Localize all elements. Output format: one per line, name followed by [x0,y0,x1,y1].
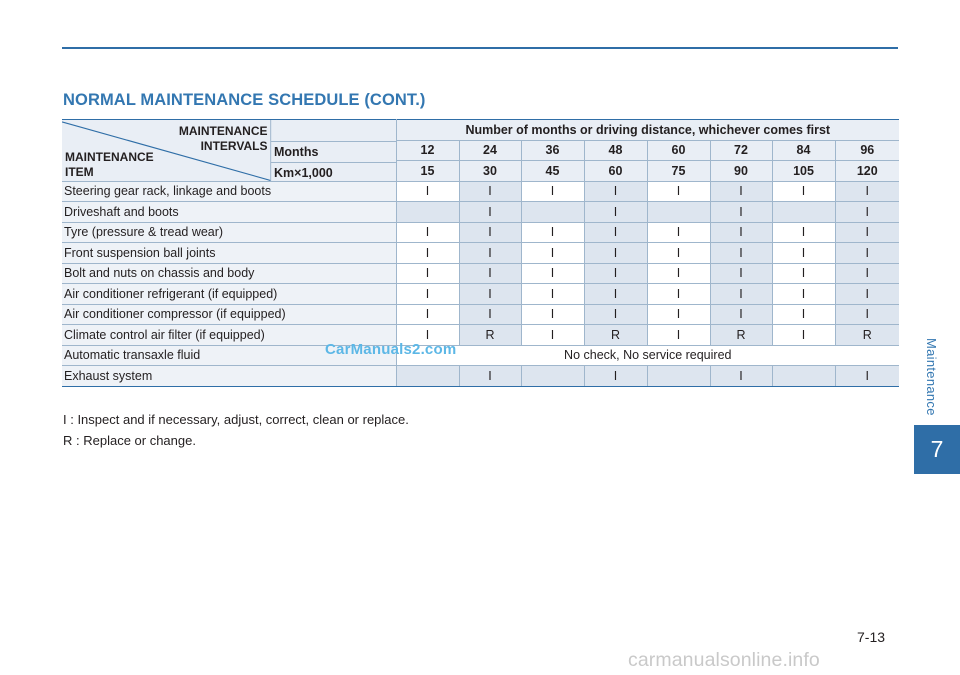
interval-value: I [459,284,521,305]
table-row [62,243,899,264]
interval-value: I [396,284,459,305]
km-cell: 105 [772,161,835,182]
interval-value: I [459,366,521,387]
interval-value: I [396,304,459,325]
maintenance-item: Climate control air filter (if equipped) [62,325,396,346]
months-cell: 60 [647,140,710,161]
corner-intervals-label [179,124,268,154]
interval-value: I [584,202,647,223]
interval-value: I [772,325,835,346]
interval-value [521,202,584,223]
interval-value: I [521,181,584,202]
table-row [62,263,899,284]
interval-value: I [396,325,459,346]
interval-value: I [647,222,710,243]
interval-value: I [396,243,459,264]
corner-bottom-line1: MAINTENANCE [65,149,154,164]
interval-value: I [647,284,710,305]
maintenance-schedule-table [62,119,899,387]
interval-value: I [835,263,899,284]
interval-value: I [772,181,835,202]
interval-value: I [710,202,772,223]
maintenance-item: Driveshaft and boots [62,202,396,223]
interval-value: I [710,284,772,305]
interval-value: I [521,243,584,264]
interval-value: I [772,304,835,325]
interval-value [772,366,835,387]
interval-value: I [584,366,647,387]
interval-value: I [835,243,899,264]
page-number: 7-13 [857,629,886,645]
page-title: NORMAL MAINTENANCE SCHEDULE (CONT.) [63,91,426,109]
maintenance-item: Tyre (pressure & tread wear) [62,222,396,243]
km-cell: 15 [396,161,459,182]
interval-value: I [835,284,899,305]
km-cell: 45 [521,161,584,182]
footer-watermark: carmanualsonline.info [628,649,820,671]
interval-value: I [772,263,835,284]
interval-value: I [835,222,899,243]
months-cell: 72 [710,140,772,161]
interval-value: I [584,304,647,325]
interval-value: I [835,181,899,202]
interval-value: I [710,263,772,284]
table-row [62,284,899,305]
interval-value: I [584,181,647,202]
table-row [62,304,899,325]
months-cell: 96 [835,140,899,161]
interval-value: I [459,243,521,264]
table-row [62,202,899,223]
months-cell: 24 [459,140,521,161]
interval-value: I [710,181,772,202]
interval-value: I [459,263,521,284]
chapter-tab[interactable]: 7 [914,425,960,474]
header-corner-cell [62,120,396,182]
interval-value: I [459,202,521,223]
table-row [62,366,899,387]
interval-value [772,202,835,223]
interval-header: Number of months or driving distance, whichever comes first [396,120,899,141]
interval-value: I [772,243,835,264]
corner-top-line2: INTERVALS [200,139,268,153]
months-cell: 48 [584,140,647,161]
interval-value: I [710,304,772,325]
interval-value: R [459,325,521,346]
interval-value: I [396,263,459,284]
km-cell: 30 [459,161,521,182]
maintenance-item: Bolt and nuts on chassis and body [62,263,396,284]
months-cell: 84 [772,140,835,161]
interval-value: I [521,325,584,346]
interval-value [396,202,459,223]
km-cell: 120 [835,161,899,182]
header-row-intervals [62,120,899,141]
interval-value [396,366,459,387]
interval-value: I [710,243,772,264]
km-cell: 90 [710,161,772,182]
km-label: Km×1,000 [274,166,333,180]
table-row [62,181,899,202]
interval-value: I [584,243,647,264]
legend-replace: R : Replace or change. [63,433,196,448]
interval-value: I [772,222,835,243]
top-rule [62,47,898,49]
interval-value: I [521,222,584,243]
interval-value: I [710,222,772,243]
unit-divider [271,141,396,142]
maintenance-item: Front suspension ball joints [62,243,396,264]
corner-item-label [65,150,154,180]
interval-value: R [710,325,772,346]
table-row [62,222,899,243]
interval-value: I [647,243,710,264]
maintenance-item: Air conditioner compressor (if equipped) [62,304,396,325]
legend-inspect: I : Inspect and if necessary, adjust, correct, clean or replace. [63,412,409,427]
interval-value: I [584,284,647,305]
interval-value: I [396,181,459,202]
interval-value: I [835,202,899,223]
interval-value: I [459,222,521,243]
maintenance-item: Automatic transaxle fluid [62,345,396,366]
maintenance-item: Exhaust system [62,366,396,387]
table-row [62,325,899,346]
interval-value: I [584,263,647,284]
months-label: Months [274,145,319,159]
interval-value: I [521,284,584,305]
months-cell: 12 [396,140,459,161]
interval-value [647,202,710,223]
months-cell: 36 [521,140,584,161]
interval-value [521,366,584,387]
interval-value: I [647,181,710,202]
interval-value: I [647,325,710,346]
interval-value: I [772,284,835,305]
interval-value: I [710,366,772,387]
km-cell: 75 [647,161,710,182]
interval-value: I [459,304,521,325]
interval-value: I [521,304,584,325]
km-cell: 60 [584,161,647,182]
no-service-note: No check, No service required [396,345,899,366]
table-row [62,345,899,366]
interval-value [647,366,710,387]
side-section-label: Maintenance [924,338,939,416]
unit-divider [271,162,396,163]
interval-value: I [835,304,899,325]
interval-value: I [521,263,584,284]
corner-bottom-line2: ITEM [65,164,94,179]
interval-value: I [647,263,710,284]
maintenance-item: Air conditioner refrigerant (if equipped) [62,284,396,305]
interval-value: R [584,325,647,346]
interval-value: R [835,325,899,346]
interval-value: I [647,304,710,325]
interval-value: I [584,222,647,243]
watermark-text: CarManuals2.com [325,341,457,358]
maintenance-item: Steering gear rack, linkage and boots [62,181,396,202]
interval-value: I [396,222,459,243]
corner-top-line1: MAINTENANCE [178,124,268,138]
interval-value: I [835,366,899,387]
interval-value: I [459,181,521,202]
